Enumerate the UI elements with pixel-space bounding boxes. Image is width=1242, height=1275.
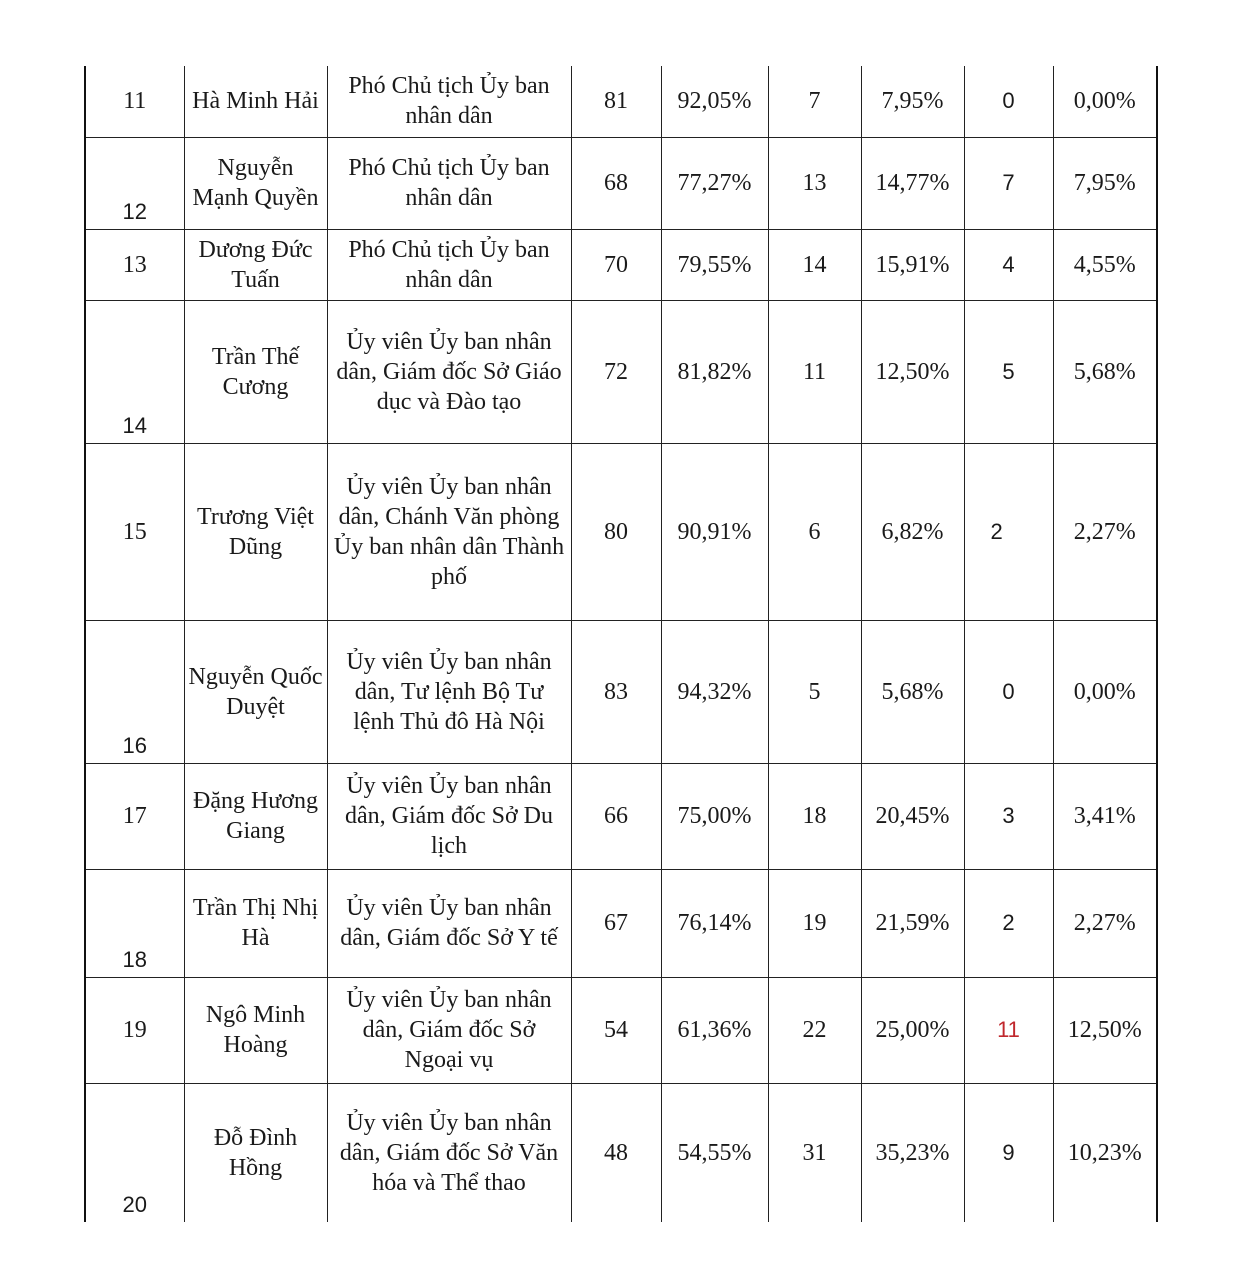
percent-medium-cell: 7,95% (861, 66, 964, 137)
name-cell: Đỗ Đình Hồng (184, 1083, 327, 1222)
count-high-cell: 54 (571, 977, 661, 1083)
percent-medium-cell: 6,82% (861, 443, 964, 620)
table-row (85, 66, 1157, 137)
percent-low-cell: 5,68% (1053, 300, 1157, 443)
position-cell: Phó Chủ tịch Ủy ban nhân dân (327, 137, 571, 229)
name-cell: Trần Thế Cương (184, 300, 327, 443)
stt-cell: 13 (85, 229, 184, 300)
count-low-cell: 9 (964, 1083, 1053, 1222)
position-cell: Phó Chủ tịch Ủy ban nhân dân (327, 229, 571, 300)
percent-medium-cell: 25,00% (861, 977, 964, 1083)
stt-cell: 20 (85, 1083, 184, 1222)
percent-high-cell: 76,14% (661, 869, 768, 977)
position-cell: Ủy viên Ủy ban nhân dân, Giám đốc Sở Văn hóa và Thể thao (327, 1083, 571, 1222)
stt-cell: 15 (85, 443, 184, 620)
table-row (85, 443, 1157, 620)
percent-high-cell: 92,05% (661, 66, 768, 137)
name-cell: Ngô Minh Hoàng (184, 977, 327, 1083)
table-row (85, 869, 1157, 977)
count-high-cell: 48 (571, 1083, 661, 1222)
position-cell: Ủy viên Ủy ban nhân dân, Giám đốc Sở Du lịch (327, 763, 571, 869)
table-row (85, 977, 1157, 1083)
percent-medium-cell: 12,50% (861, 300, 964, 443)
percent-high-cell: 79,55% (661, 229, 768, 300)
stt-cell: 16 (85, 620, 184, 763)
percent-medium-cell: 20,45% (861, 763, 964, 869)
count-high-cell: 80 (571, 443, 661, 620)
count-medium-cell: 18 (768, 763, 861, 869)
count-medium-cell: 14 (768, 229, 861, 300)
stt-cell: 18 (85, 869, 184, 977)
name-cell: Nguyễn Mạnh Quyền (184, 137, 327, 229)
percent-low-cell: 0,00% (1053, 66, 1157, 137)
count-medium-cell: 11 (768, 300, 861, 443)
count-high-cell: 72 (571, 300, 661, 443)
table-row (85, 300, 1157, 443)
count-medium-cell: 7 (768, 66, 861, 137)
percent-medium-cell: 5,68% (861, 620, 964, 763)
percent-low-cell: 0,00% (1053, 620, 1157, 763)
name-cell: Hà Minh Hải (184, 66, 327, 137)
count-medium-cell: 6 (768, 443, 861, 620)
position-cell: Ủy viên Ủy ban nhân dân, Giám đốc Sở Ngoại vụ (327, 977, 571, 1083)
count-low-cell: 2 (964, 443, 1053, 620)
table-row (85, 620, 1157, 763)
count-low-cell: 5 (964, 300, 1053, 443)
position-cell: Ủy viên Ủy ban nhân dân, Giám đốc Sở Y tế (327, 869, 571, 977)
percent-high-cell: 94,32% (661, 620, 768, 763)
count-low-cell-highlighted: 11 (964, 977, 1053, 1083)
percent-medium-cell: 14,77% (861, 137, 964, 229)
percent-low-cell: 7,95% (1053, 137, 1157, 229)
name-cell: Đặng Hương Giang (184, 763, 327, 869)
count-high-cell: 83 (571, 620, 661, 763)
count-high-cell: 70 (571, 229, 661, 300)
count-medium-cell: 22 (768, 977, 861, 1083)
count-low-cell: 7 (964, 137, 1053, 229)
position-cell: Ủy viên Ủy ban nhân dân, Chánh Văn phòng Ủy ban nhân dân Thành phố (327, 443, 571, 620)
count-high-cell: 68 (571, 137, 661, 229)
vote-results-sheet (84, 66, 1156, 1222)
count-medium-cell: 19 (768, 869, 861, 977)
table-row (85, 1083, 1157, 1222)
percent-low-cell: 4,55% (1053, 229, 1157, 300)
name-cell: Trần Thị Nhị Hà (184, 869, 327, 977)
percent-low-cell: 2,27% (1053, 869, 1157, 977)
count-medium-cell: 5 (768, 620, 861, 763)
percent-high-cell: 90,91% (661, 443, 768, 620)
count-medium-cell: 31 (768, 1083, 861, 1222)
stt-cell: 17 (85, 763, 184, 869)
vote-results-table (84, 66, 1158, 1222)
stt-cell: 19 (85, 977, 184, 1083)
count-high-cell: 81 (571, 66, 661, 137)
count-low-cell: 0 (964, 66, 1053, 137)
count-high-cell: 67 (571, 869, 661, 977)
name-cell: Dương Đức Tuấn (184, 229, 327, 300)
name-cell: Nguyễn Quốc Duyệt (184, 620, 327, 763)
table-row (85, 763, 1157, 869)
position-cell: Ủy viên Ủy ban nhân dân, Tư lệnh Bộ Tư lệnh Thủ đô Hà Nội (327, 620, 571, 763)
count-low-cell: 3 (964, 763, 1053, 869)
count-low-cell: 2 (964, 869, 1053, 977)
count-medium-cell: 13 (768, 137, 861, 229)
percent-high-cell: 77,27% (661, 137, 768, 229)
table-row (85, 137, 1157, 229)
table-row (85, 229, 1157, 300)
position-cell: Phó Chủ tịch Ủy ban nhân dân (327, 66, 571, 137)
stt-cell: 11 (85, 66, 184, 137)
percent-high-cell: 75,00% (661, 763, 768, 869)
percent-medium-cell: 15,91% (861, 229, 964, 300)
percent-high-cell: 54,55% (661, 1083, 768, 1222)
stt-cell: 12 (85, 137, 184, 229)
percent-low-cell: 2,27% (1053, 443, 1157, 620)
stt-cell: 14 (85, 300, 184, 443)
percent-low-cell: 10,23% (1053, 1083, 1157, 1222)
percent-medium-cell: 35,23% (861, 1083, 964, 1222)
count-high-cell: 66 (571, 763, 661, 869)
percent-high-cell: 81,82% (661, 300, 768, 443)
percent-high-cell: 61,36% (661, 977, 768, 1083)
count-low-cell: 4 (964, 229, 1053, 300)
position-cell: Ủy viên Ủy ban nhân dân, Giám đốc Sở Giáo dục và Đào tạo (327, 300, 571, 443)
count-low-cell: 0 (964, 620, 1053, 763)
percent-low-cell: 3,41% (1053, 763, 1157, 869)
percent-low-cell: 12,50% (1053, 977, 1157, 1083)
name-cell: Trương Việt Dũng (184, 443, 327, 620)
percent-medium-cell: 21,59% (861, 869, 964, 977)
